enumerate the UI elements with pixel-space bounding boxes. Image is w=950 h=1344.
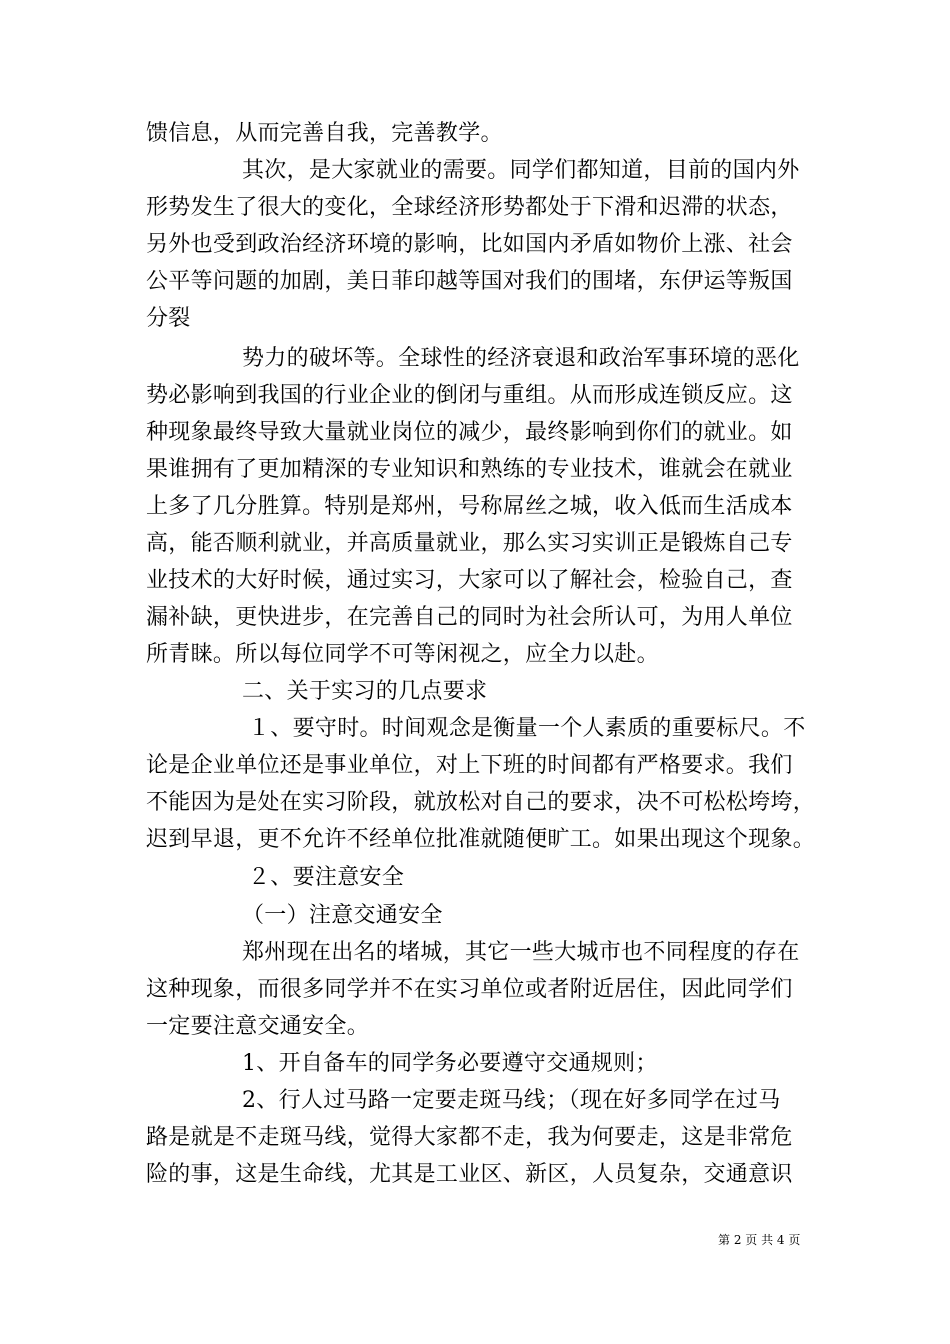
- text-line: 高，能否顺利就业，并高质量就业，那么实习实训正是锻炼自己专: [146, 531, 793, 556]
- text-line: 论是企业单位还是事业单位，对上下班的时间都有严格要求。我们: [146, 753, 793, 778]
- text-line: 不能因为是处在实习阶段，就放松对自己的要求，决不可松松垮垮，: [146, 790, 816, 815]
- text-line: 势必影响到我国的行业企业的倒闭与重组。从而形成连锁反应。这: [146, 383, 793, 408]
- text-line: 1、开自备车的同学务必要遵守交通规则；: [242, 1051, 658, 1076]
- text-line: 势力的破坏等。全球性的经济衰退和政治军事环境的恶化: [242, 346, 800, 371]
- page-number-footer: 第 2 页 共 4 页: [718, 1233, 801, 1247]
- text-line: 其次，是大家就业的需要。同学们都知道，目前的国内外: [242, 158, 800, 183]
- text-line: 形势发生了很大的变化，全球经济形势都处于下滑和迟滞的状态，: [146, 195, 793, 220]
- section-heading: 二、关于实习的几点要求: [242, 679, 488, 704]
- text-line: 另外也受到政治经济环境的影响，比如国内矛盾如物价上涨、社会: [146, 232, 793, 257]
- subsection-heading: ２、要注意安全: [248, 865, 405, 890]
- text-line: 这种现象，而很多同学并不在实习单位或者附近居住，因此同学们: [146, 977, 793, 1002]
- text-line: 郑州现在出名的堵城，其它一些大城市也不同程度的存在: [242, 940, 800, 965]
- text-line: 业技术的大好时候，通过实习，大家可以了解社会，检验自己，查: [146, 568, 793, 593]
- text-line: 2、行人过马路一定要走斑马线；（现在好多同学在过马: [242, 1088, 781, 1113]
- text-line: 迟到早退，更不允许不经单位批准就随便旷工。如果出现这个现象。: [146, 827, 816, 852]
- text-line: 上多了几分胜算。特别是郑州，号称屌丝之城，收入低而生活成本: [146, 494, 793, 519]
- text-line: 所青睐。所以每位同学不可等闲视之，应全力以赴。: [146, 642, 659, 667]
- text-line: 馈信息，从而完善自我，完善教学。: [146, 121, 503, 146]
- text-line: 一定要注意交通安全。: [146, 1014, 370, 1039]
- text-line: １、要守时。时间观念是衡量一个人素质的重要标尺。不: [248, 716, 806, 741]
- text-line: 种现象最终导致大量就业岗位的减少，最终影响到你们的就业。如: [146, 420, 793, 445]
- text-line: 公平等问题的加剧，美日菲印越等国对我们的围堵，东伊运等叛国: [146, 269, 793, 294]
- subsection-heading: （一）注意交通安全: [242, 903, 443, 928]
- text-line: 路是就是不走斑马线，觉得大家都不走，我为何要走，这是非常危: [146, 1125, 793, 1150]
- text-line: 果谁拥有了更加精深的专业知识和熟练的专业技术，谁就会在就业: [146, 457, 793, 482]
- text-line: 险的事，这是生命线，尤其是工业区、新区，人员复杂，交通意识: [146, 1162, 793, 1187]
- text-line: 分裂: [146, 306, 191, 331]
- text-line: 漏补缺，更快进步，在完善自己的同时为社会所认可，为用人单位: [146, 605, 793, 630]
